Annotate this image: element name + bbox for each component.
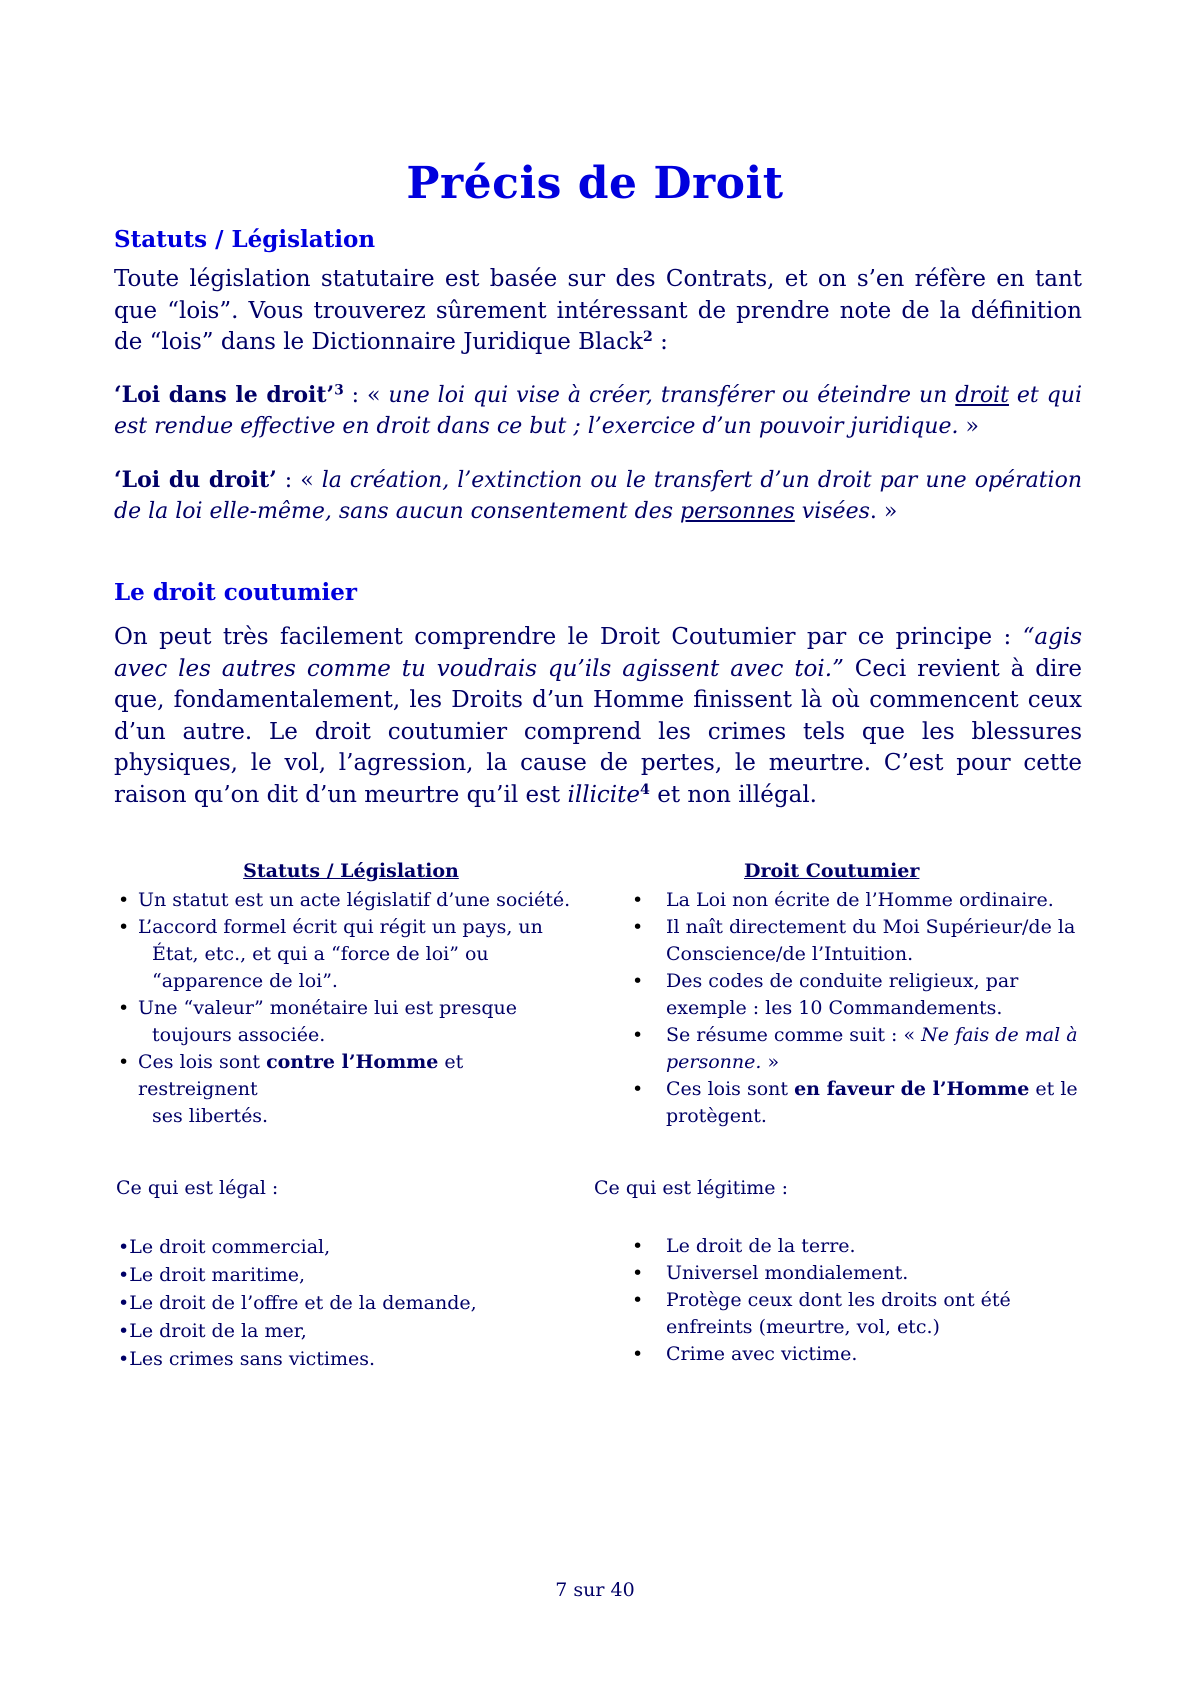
list-item — [632, 1260, 1072, 1287]
underlined-word-personnes: personnes — [679, 499, 795, 524]
bullet-icon: • — [118, 1051, 130, 1073]
bullet-icon: • — [632, 1262, 644, 1284]
italic-word-illicite: illicite — [567, 781, 641, 808]
item-continuation: toujours associée. — [152, 1024, 326, 1046]
section-heading-droit-coutumier: Le droit coutumier — [114, 579, 357, 606]
list-item — [118, 1289, 477, 1317]
bullet-icon: • — [632, 970, 644, 992]
list-item — [632, 968, 1082, 1022]
bullet-icon: • — [632, 1024, 644, 1046]
definition-loi-dans-le-droit — [114, 380, 1082, 442]
item-text: Se résume comme suit : « — [666, 1024, 922, 1046]
definition-term: ‘Loi du droit’ — [114, 467, 277, 493]
list-item — [116, 887, 586, 914]
item-text: Des codes de conduite religieux, par exemple : les 10 Commandements. — [666, 970, 1019, 1019]
item-text: Les crimes sans victimes. — [129, 1348, 376, 1370]
list-item — [116, 914, 586, 995]
item-text: Le droit de la mer, — [129, 1320, 307, 1342]
list-item — [118, 1345, 477, 1373]
legal-list — [118, 1233, 477, 1373]
column-statuts — [116, 858, 586, 1130]
definition-sep: : « — [343, 383, 389, 408]
item-text: Ces lois sont — [138, 1051, 267, 1073]
bullet-icon: • — [632, 1343, 644, 1365]
item-text: Il naît directement du Moi Supérieur/de la Conscience/de l’Intuition. — [666, 916, 1076, 965]
bullet-icon: • — [118, 1236, 130, 1258]
list-item — [116, 1049, 586, 1130]
item-text: Universel mondialement. — [666, 1262, 909, 1284]
intro-text: Toute législation statutaire est basée sur des Contrats, et on s’en réfère en tant que “lois”. Vous trouverez sûrement intéressant de prendre note de la définition de “lois” dans le Dictionnaire Juridique Black — [114, 266, 1082, 355]
footnote-ref-2[interactable]: 2 — [642, 329, 653, 346]
item-text: Protège ceux dont les droits ont été enfreints (meurtre, vol, etc.) — [666, 1289, 1011, 1338]
list-item — [116, 995, 586, 1049]
item-continuation: État, etc., et qui a “force de loi” ou “apparence de loi”. — [152, 943, 489, 992]
column-droit-coutumier — [632, 858, 1082, 1130]
definition-text: une loi qui vise à créer, transférer ou éteindre un — [388, 383, 956, 408]
intro-end: : — [652, 329, 668, 355]
golden-rule-quote: “agis avec les autres comme tu voudrais qu’ils agissent avec toi.” — [114, 624, 1082, 682]
bullet-icon: • — [118, 1320, 130, 1342]
item-text: L’accord formel écrit qui régit un pays, un — [138, 916, 543, 938]
bullet-icon: • — [632, 1289, 644, 1311]
bullet-icon: • — [118, 889, 130, 911]
bullet-icon: • — [118, 916, 130, 938]
list-item — [632, 1287, 1072, 1341]
list-item — [118, 1317, 477, 1345]
column-title-statuts: Statuts / Législation — [243, 860, 459, 882]
item-text: Le droit commercial, — [129, 1236, 331, 1258]
footnote-ref-4[interactable]: 4 — [640, 781, 650, 798]
item-bold-text: en faveur de l’Homme — [794, 1078, 1030, 1100]
list-item — [632, 887, 1082, 914]
item-text: Le droit de l’offre et de la demande, — [129, 1292, 477, 1314]
list-item — [632, 1341, 1072, 1368]
definition-term: ‘Loi dans le droit’ — [114, 382, 335, 408]
list-item — [118, 1261, 477, 1289]
item-text: Le droit maritime, — [129, 1264, 306, 1286]
bullet-icon: • — [118, 1292, 130, 1314]
list-item — [632, 1233, 1072, 1260]
item-text: » — [761, 1051, 780, 1073]
statuts-list — [116, 887, 586, 1130]
underlined-word-droit: droit — [955, 383, 1009, 408]
droit-coutumier-paragraph — [114, 622, 1082, 811]
item-text: et le protègent. — [666, 1078, 1078, 1127]
item-italic-text: Ne fais de mal à personne. — [666, 1024, 1078, 1073]
list-item — [632, 914, 1082, 968]
bullet-icon: • — [632, 1235, 644, 1257]
item-bold-text: contre l’Homme — [266, 1051, 439, 1073]
list-item — [632, 1076, 1082, 1130]
item-text: Crime avec victime. — [666, 1343, 858, 1365]
item-text: Une “valeur” monétaire lui est presque — [138, 997, 518, 1019]
item-text: Le droit de la terre. — [666, 1235, 856, 1257]
bullet-icon: • — [118, 1264, 130, 1286]
definition-text: et qui est rendue effective en droit dans ce but ; l’exercice d’un pouvoir juridique. — [114, 383, 1083, 439]
bullet-icon: • — [632, 1078, 644, 1100]
page-title: Précis de Droit — [406, 158, 784, 209]
para-text: On peut très facilement comprendre le Droit Coutumier par ce principe : — [114, 624, 1023, 650]
column-title-droit-coutumier: Droit Coutumier — [744, 860, 920, 882]
bullet-icon: • — [632, 889, 644, 911]
legal-heading: Ce qui est légal : — [116, 1177, 279, 1199]
definition-loi-du-droit — [114, 465, 1082, 527]
bullet-icon: • — [632, 916, 644, 938]
legitimate-list — [632, 1233, 1072, 1368]
bullet-icon: • — [118, 997, 130, 1019]
legitimate-heading: Ce qui est légitime : — [594, 1177, 788, 1199]
item-text: Un statut est un acte législatif d’une société. — [138, 889, 571, 911]
list-item — [632, 1022, 1082, 1076]
item-text: Ces lois sont — [666, 1078, 795, 1100]
item-text: et restreignent — [138, 1051, 464, 1100]
para-text: et non illégal. — [649, 781, 817, 808]
definition-sep: : « — [276, 468, 322, 493]
definition-text: visées — [794, 499, 870, 524]
definition-end: . » — [869, 499, 898, 524]
bullet-icon: • — [118, 1348, 130, 1370]
definition-end: » — [958, 414, 979, 439]
para-text: Ceci revient à dire que, fondamentalement, les Droits d’un Homme finissent là où commencent ceux d’un autre. Le droit coutumier comprend les crimes tels que les blessures physiques, le vol, l’agression, la cause de pertes, le meurtre. C’est pour cette raison qu’on dit d’un meurtre qu’il est — [114, 655, 1082, 808]
footnote-ref-3[interactable]: 3 — [334, 382, 344, 399]
item-text: La Loi non écrite de l’Homme ordinaire. — [666, 889, 1054, 911]
intro-paragraph — [114, 264, 1082, 359]
definition-text: la création, l’extinction ou le transfert d’un droit par une opération de la loi elle-même, sans aucun consentement des — [114, 468, 1083, 524]
page-number: 7 sur 40 — [555, 1579, 635, 1601]
section-heading-statuts: Statuts / Législation — [114, 226, 376, 253]
item-continuation: ses libertés. — [152, 1105, 269, 1127]
droit-coutumier-list — [632, 887, 1082, 1130]
list-item — [118, 1233, 477, 1261]
